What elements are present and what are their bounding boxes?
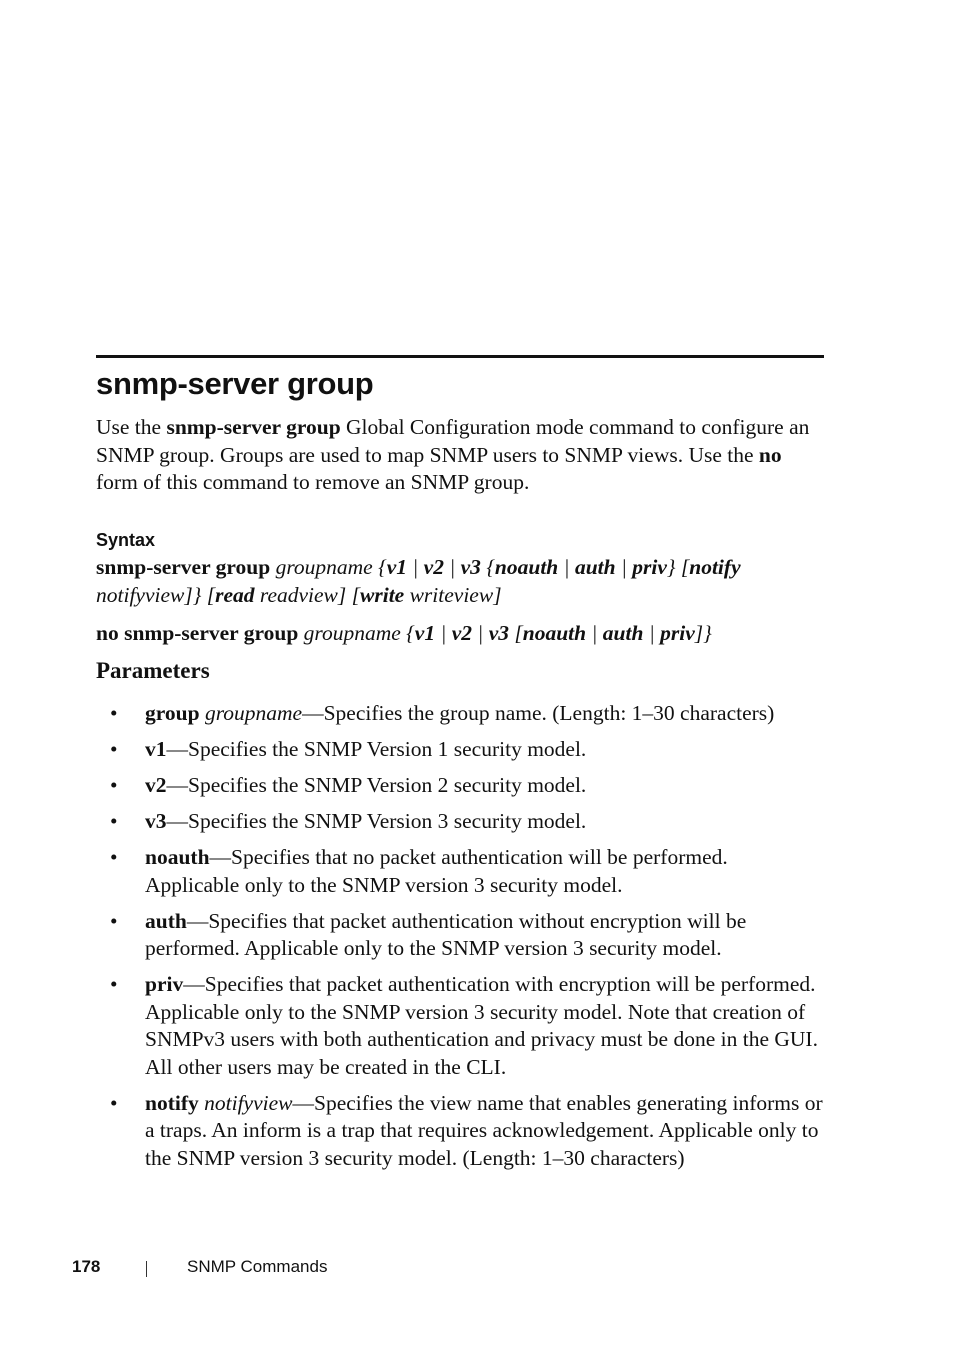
param-arg: groupname bbox=[204, 701, 303, 725]
parameters-heading: Parameters bbox=[96, 658, 210, 683]
syntax-keyword: auth bbox=[574, 555, 616, 579]
bullet: • bbox=[110, 1090, 118, 1115]
param-keyword: group bbox=[145, 701, 200, 725]
syntax-keyword: v1 bbox=[414, 621, 436, 645]
syntax-arg: groupname bbox=[303, 621, 401, 645]
syntax-keyword: noauth bbox=[522, 621, 587, 645]
param-description: —Specifies that packet authentication without encryption will be performed. Applicable only to the SNMP version 3 security model. bbox=[145, 908, 747, 960]
intro-text: Global Configuration mode command to configure an SNMP group. Groups are used to map SNMP users to SNMP views. Use the bbox=[96, 415, 810, 467]
bullet: • bbox=[110, 737, 118, 761]
syntax-arg: readview bbox=[259, 582, 338, 607]
syntax-command: no snmp-server group bbox=[96, 621, 299, 645]
syntax-keyword: auth bbox=[602, 621, 644, 645]
syntax-keyword: v1 bbox=[386, 555, 407, 579]
intro-paragraph bbox=[96, 414, 826, 497]
param-keyword: v1 bbox=[145, 737, 167, 761]
bullet: • bbox=[110, 809, 118, 833]
list-item bbox=[96, 700, 826, 728]
syntax-keyword: v3 bbox=[460, 555, 481, 579]
syntax-text: | bbox=[443, 555, 461, 579]
page-number: 178 bbox=[72, 1257, 101, 1276]
param-description: —Specifies the SNMP Version 1 security model. bbox=[166, 737, 587, 761]
syntax-keyword: priv bbox=[632, 555, 667, 579]
syntax-keyword: v2 bbox=[451, 621, 473, 645]
list-item bbox=[96, 808, 826, 836]
list-item bbox=[96, 908, 826, 963]
param-description: —Specifies the group name. (Length: 1–30 characters) bbox=[302, 701, 775, 725]
param-keyword: notify bbox=[145, 1090, 199, 1115]
bullet: • bbox=[110, 701, 118, 725]
parameters-list bbox=[96, 700, 826, 1181]
syntax-text: | bbox=[586, 621, 603, 645]
list-item bbox=[96, 844, 826, 899]
syntax-text: | bbox=[615, 555, 633, 579]
syntax-text: ]} bbox=[694, 621, 712, 645]
param-keyword: noauth bbox=[145, 845, 210, 869]
param-arg: notifyview bbox=[204, 1090, 293, 1115]
param-description: —Specifies the SNMP Version 3 security model. bbox=[166, 809, 587, 833]
syntax-text: | bbox=[407, 555, 424, 579]
page-title: snmp-server group bbox=[96, 366, 374, 401]
param-keyword: priv bbox=[145, 972, 184, 996]
syntax-text: | bbox=[472, 621, 489, 645]
syntax-text: } [ bbox=[666, 555, 690, 579]
syntax-text: ]} [ bbox=[184, 582, 216, 607]
syntax-text: | bbox=[435, 621, 452, 645]
syntax-text: | bbox=[558, 555, 575, 579]
param-keyword: v2 bbox=[145, 773, 167, 797]
param-keyword: v3 bbox=[145, 809, 167, 833]
syntax-keyword: notify bbox=[689, 555, 741, 579]
footer-section-title: SNMP Commands bbox=[187, 1257, 328, 1276]
list-item bbox=[96, 971, 826, 1081]
param-keyword: auth bbox=[145, 908, 187, 933]
syntax-text: { bbox=[372, 555, 387, 579]
intro-text: form of this command to remove an SNMP group. bbox=[96, 470, 530, 494]
bullet: • bbox=[110, 972, 118, 996]
param-description: —Specifies that no packet authentication will be performed. Applicable only to the SNMP version 3 security model. bbox=[145, 845, 728, 897]
syntax-heading: Syntax bbox=[96, 530, 156, 550]
intro-no-keyword: no bbox=[758, 442, 782, 467]
syntax-text: [ bbox=[509, 621, 523, 645]
bullet: • bbox=[110, 845, 118, 869]
bullet: • bbox=[110, 908, 118, 933]
syntax-text: | bbox=[643, 621, 661, 645]
syntax-text: ] bbox=[493, 582, 502, 607]
bullet: • bbox=[110, 773, 118, 797]
syntax-arg: writeview bbox=[409, 582, 494, 607]
syntax-keyword: read bbox=[215, 582, 255, 607]
syntax-line-1 bbox=[96, 554, 826, 609]
syntax-arg: groupname bbox=[275, 555, 373, 579]
syntax-keyword: v3 bbox=[488, 621, 510, 645]
intro-text: Use the bbox=[96, 415, 167, 439]
syntax-keyword: v2 bbox=[423, 555, 444, 579]
syntax-arg: notifyview bbox=[96, 582, 185, 607]
syntax-line-2 bbox=[96, 620, 826, 648]
param-description: —Specifies the SNMP Version 2 security model. bbox=[166, 773, 587, 797]
syntax-text: { bbox=[400, 621, 415, 645]
intro-command: snmp-server group bbox=[166, 415, 341, 439]
syntax-command: snmp-server group bbox=[96, 555, 271, 579]
list-item bbox=[96, 772, 826, 800]
list-item bbox=[96, 1090, 826, 1173]
param-description: —Specifies the view name that enables generating informs or a traps. An inform is a trap that requires acknowledgement. Applicable only to the SNMP version 3 security model. (Length: 1–30 characters) bbox=[145, 1090, 823, 1170]
param-description: —Specifies that packet authentication with encryption will be performed. Applicable only to the SNMP version 3 security model. Note that creation of SNMPv3 users with both authentication and privacy must be done in the GUI. All other users may be created in the CLI. bbox=[145, 972, 818, 1079]
title-rule bbox=[96, 355, 824, 358]
syntax-keyword: noauth bbox=[494, 555, 559, 579]
syntax-text: { bbox=[480, 555, 495, 579]
footer-divider bbox=[146, 1261, 147, 1277]
syntax-keyword: priv bbox=[660, 621, 695, 645]
syntax-keyword: write bbox=[360, 582, 405, 607]
list-item bbox=[96, 736, 826, 764]
syntax-text: ] [ bbox=[337, 582, 361, 607]
